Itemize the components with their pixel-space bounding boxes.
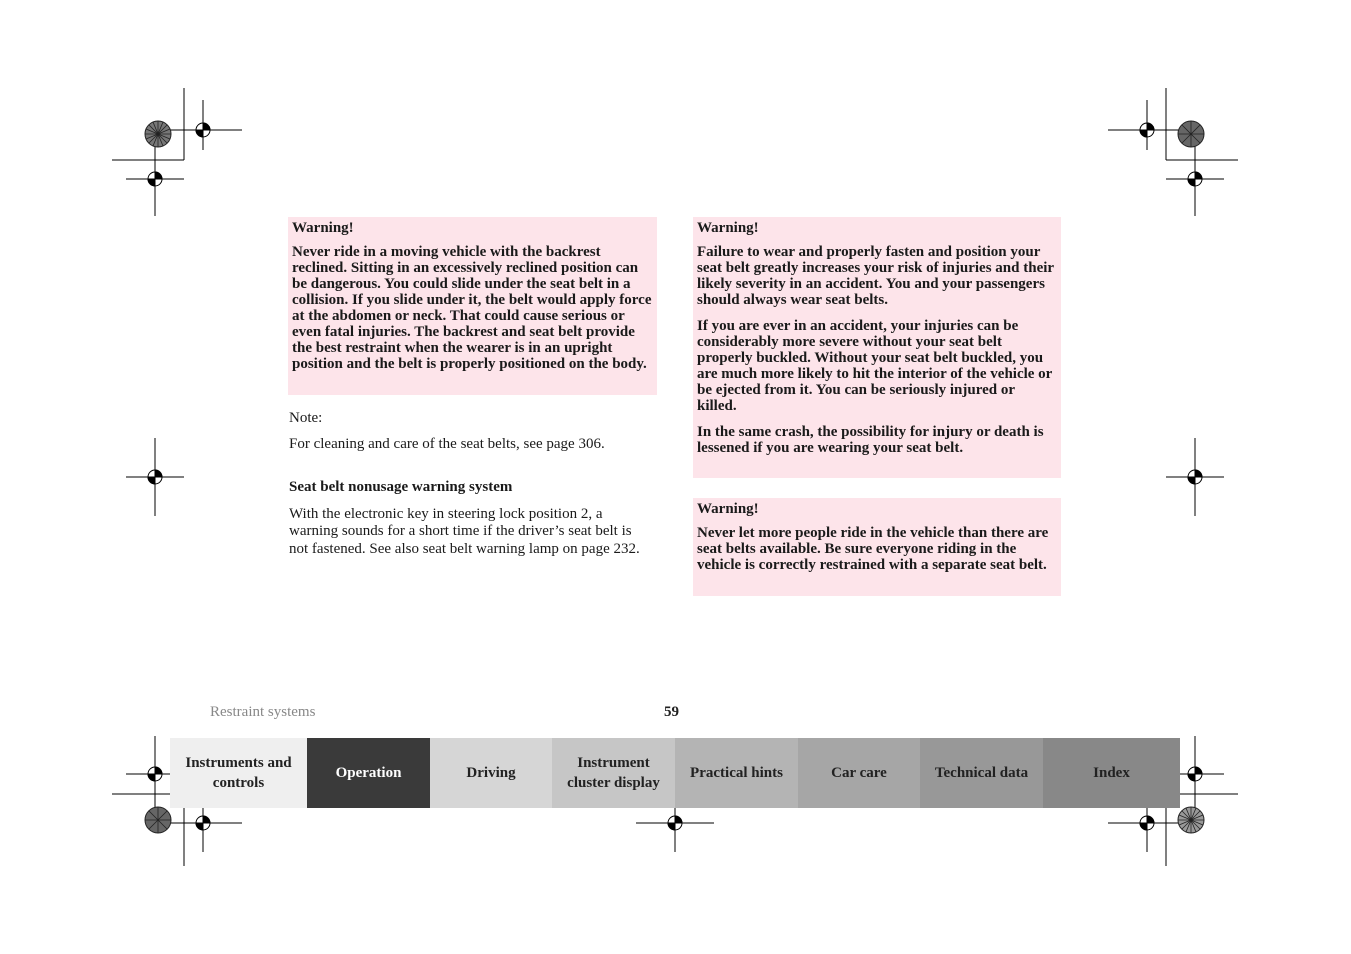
tab-label: Instruments and controls (185, 755, 292, 791)
warning-text: Never ride in a moving vehicle with the backrest reclined. Sitting in an excessively reclined position can be dangerous. You could slide under the seat belt in a collision. If you slide under it, the belt would apply force at the abdomen or neck. That could cause serious or even fatal injuries. The backrest and seat belt provide the best restraint when the wearer is in an upright position and the belt is properly positioned on the body. (292, 244, 652, 372)
warning-title: Warning! (697, 501, 759, 517)
registration-star (145, 807, 171, 833)
note-label: Note: (289, 410, 323, 426)
section-text: With the electronic key in steering lock position 2, a warning sounds for a short time if the driver’s seat belt is not fastened. See also seat belt warning lamp on page 232. (289, 505, 640, 557)
warning-title: Warning! (697, 220, 759, 236)
page-number: 59 (664, 704, 679, 720)
footer-section-title: Restraint systems (210, 704, 316, 720)
warning-box-seatbelt (693, 217, 1061, 478)
tab-label: Index (1093, 765, 1130, 781)
crosshair-target (126, 140, 184, 216)
crosshair-target (1166, 438, 1224, 516)
tab-label: Driving (466, 765, 516, 781)
tab-label: Practical hints (690, 765, 783, 781)
crosshair-target (164, 100, 242, 150)
tab-label: Technical data (934, 765, 1029, 781)
tab-label: Car care (831, 765, 887, 781)
warning-paragraph: Failure to wear and properly fasten and position your seat belt greatly increases your risk of injuries and their likely severity in an accident. You and your passengers should always wear seat belts. (697, 244, 1054, 308)
crosshair-target (1166, 140, 1224, 216)
tab-instruments-and-controls[interactable] (170, 738, 307, 808)
registration-star (1178, 121, 1204, 147)
tab-instrument-cluster-display[interactable] (552, 738, 675, 808)
warning-paragraph: If you are ever in an accident, your injuries can be considerably more severe without your seat belt properly buckled. Without your seat belt buckled, you are much more likely to hit the interior of the vehicle or be ejected from it. You can be seriously injured or killed. (697, 318, 1053, 414)
registration-star (1178, 807, 1204, 833)
section-heading: Seat belt nonusage warning system (289, 479, 513, 495)
crosshair-target (126, 438, 184, 516)
warning-box-backrest (288, 217, 657, 395)
registration-star (145, 121, 171, 147)
note-text: For cleaning and care of the seat belts, see page 306. (289, 435, 605, 452)
tab-index[interactable] (1043, 738, 1180, 808)
warning-paragraph: In the same crash, the possibility for injury or death is lessened if you are wearing your seat belt. (697, 424, 1044, 456)
warning-text: Never let more people ride in the vehicle than there are seat belts available. Be sure everyone riding in the vehicle is correctly restrained with a separate seat belt. (697, 525, 1049, 573)
warning-title: Warning! (292, 220, 354, 236)
warning-box-occupancy (693, 498, 1061, 596)
tab-car-care[interactable] (798, 738, 920, 808)
tab-technical-data[interactable] (920, 738, 1043, 808)
tab-operation[interactable] (307, 738, 430, 808)
crosshair-target (1108, 100, 1186, 150)
tab-practical-hints[interactable] (675, 738, 798, 808)
tab-label: Operation (335, 765, 402, 781)
chapter-nav (170, 738, 1180, 808)
note-block (289, 410, 657, 558)
tab-driving[interactable] (430, 738, 552, 808)
tab-label: Instrument cluster display (567, 755, 660, 791)
